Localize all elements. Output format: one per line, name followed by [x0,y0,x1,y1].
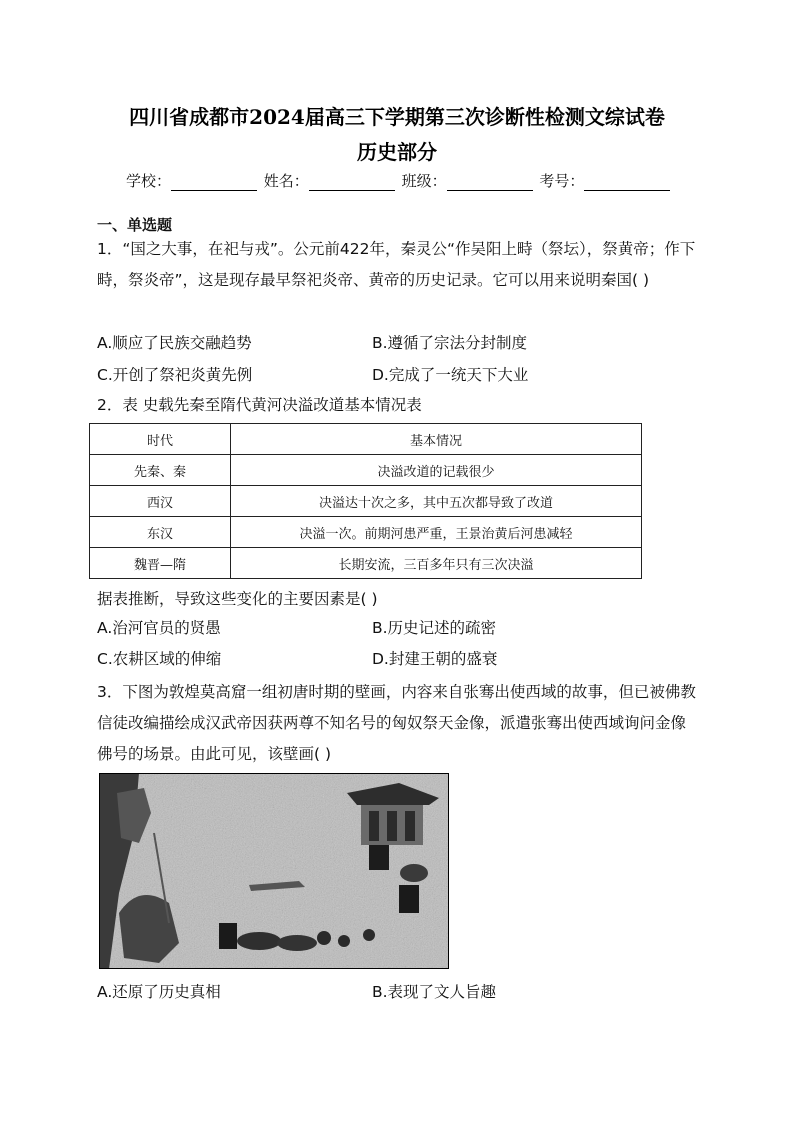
section-heading: 一、单选题 [97,216,173,234]
q1-option-a: A.顺应了民族交融趋势 [97,334,252,352]
yellow-river-table [89,423,642,579]
exam-number-label: 考号： [539,172,585,190]
q2-option-d: D.封建王朝的盛衰 [372,650,498,668]
name-blank[interactable] [309,176,395,191]
exam-title: 四川省成都市2024届高三下学期第三次诊断性检测文综试卷 [129,105,665,129]
q2-option-c: C.农耕区域的伸缩 [97,650,222,668]
school-blank[interactable] [171,176,257,191]
table-cell: 先秦、秦 [90,455,231,486]
table-cell: 长期安流，三百多年只有三次决溢 [231,548,642,579]
table-cell: 决溢达十次之多，其中五次都导致了改道 [231,486,642,517]
question-1-text: 1．“国之大事，在祀与戎”。公元前422年，秦灵公“作吴阳上畤（祭坛），祭黄帝；作下畤，祭炎帝”，这是现存最早祭祀炎帝、黄帝的历史记录。它可以用来说明秦国( ) [97,240,696,289]
exam-number-blank[interactable] [584,176,670,191]
question-3-text: 3．下图为敦煌莫高窟一组初唐时期的壁画，内容来自张骞出使西域的故事，但已被佛教信徒改编描绘成汉武帝因获两尊不知名号的匈奴祭天金像，派遣张骞出使西域询问金像佛号的场景。由此可见，该壁画( ) [97,683,696,763]
name-label: 姓名： [263,172,309,190]
table-header-row [90,424,642,455]
q1-option-b: B.遵循了宗法分封制度 [372,334,528,352]
table-row [90,455,642,486]
q3-option-b: B.表现了文人旨趣 [372,983,497,1001]
table-row [90,486,642,517]
table-cell: 决溢改道的记载很少 [231,455,642,486]
q1-option-d: D.完成了一统天下大业 [372,366,529,384]
table-cell: 魏晋—隋 [90,548,231,579]
q3-option-a: A.还原了历史真相 [97,983,221,1001]
table-cell: 决溢一次。前期河患严重，王景治黄后河患减轻 [231,517,642,548]
table-cell: 东汉 [90,517,231,548]
q2-option-b: B.历史记述的疏密 [372,619,497,637]
class-blank[interactable] [447,176,533,191]
school-label: 学校： [126,172,172,190]
table-row [90,548,642,579]
question-2-text: 2．表 史载先秦至隋代黄河决溢改道基本情况表 [97,396,422,414]
q1-option-c: C.开创了祭祀炎黄先例 [97,366,253,384]
q2-option-a: A.治河官员的贤愚 [97,619,221,637]
exam-subtitle: 历史部分 [357,140,437,164]
table-cell: 西汉 [90,486,231,517]
table-header-cell: 基本情况 [231,424,642,455]
question-2-followup: 据表推断，导致这些变化的主要因素是( ) [97,590,378,608]
dunhuang-mural-image [99,773,449,969]
table-header-cell: 时代 [90,424,231,455]
class-label: 班级： [401,172,447,190]
student-info-line [126,170,672,191]
table-row [90,517,642,548]
